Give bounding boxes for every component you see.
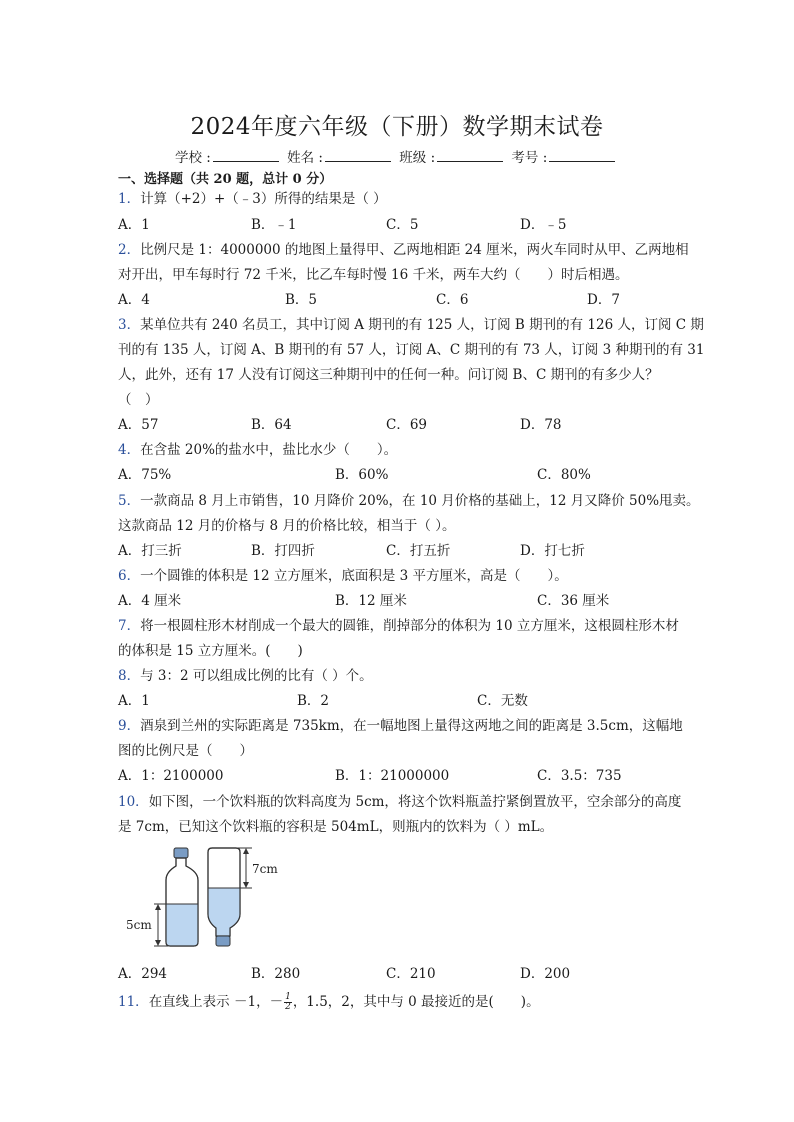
fraction-numerator: 1 [285,992,291,1002]
fraction-one-half [284,993,292,1012]
question-text-line-2: 图的比例尺是（ ） [118,743,253,759]
q2-option-c[interactable]: C．6 [436,292,469,308]
question-text-line-1: 某单位共有 240 名员工，其中订阅 A 期刊的有 125 人，订阅 B 期刊的有 126 人，订阅 C 期 [140,317,704,333]
question-number: 10． [118,794,149,810]
q1-option-d[interactable]: D．﹣5 [520,217,567,233]
q1-option-b[interactable]: B．﹣1 [251,217,297,233]
question-number: 7． [118,618,141,634]
question-5 [118,489,700,509]
question-text-line-2: 对开出，甲车每时行 72 千米，比乙车每时慢 16 千米，两车大约（ ）时后相遇。 [118,267,629,283]
q5-option-c[interactable]: C．打五折 [386,543,451,559]
q5-option-d[interactable]: D．打七折 [520,543,585,559]
bottle-figure [124,840,294,950]
question-text-pre: 在直线上表示 －1，－ [148,994,284,1010]
question-text-line-1: 一款商品 8 月上市销售，10 月降价 20%，在 10 月价格的基础上，12 月又降价 50%甩卖。 [140,493,700,509]
class-label: 班级 : [399,150,436,166]
section-heading: 一、选择题（共 20 题，总计 0 分） [118,172,333,187]
question-text-line-2: 这款商品 12 月的价格与 8 月的价格比较，相当于（ ）。 [118,518,456,534]
school-label: 学校 : [175,150,211,166]
label-7cm: 7cm [252,862,278,876]
question-number: 2． [118,242,141,258]
q4-option-a[interactable]: A．75% [118,467,172,483]
question-number: 5． [118,493,141,509]
question-text-line-1: 比例尺是 1：4000000 的地图上量得甲、乙两地相距 24 厘米，两火车同时从甲、乙两地相 [140,242,689,258]
question-7 [118,614,679,634]
inverted-bottle [208,848,240,946]
q6-option-b[interactable]: B．12 厘米 [335,593,407,609]
question-10 [118,790,681,810]
q3-option-b[interactable]: B．64 [251,417,292,433]
question-number: 1． [118,191,141,207]
q2-option-b[interactable]: B．5 [285,292,318,308]
q8-option-a[interactable]: A．1 [118,693,150,709]
question-text: 与 3：2 可以组成比例的比有（ ）个。 [140,668,373,684]
question-text-line-1: 酒泉到兰州的实际距离是 735km，在一幅地图上量得这两地之间的距离是 3.5cm，这幅地 [140,718,683,734]
question-text-line-4: （ ） [118,392,159,408]
q4-option-b[interactable]: B．60% [335,467,389,483]
question-number: 9． [118,718,141,734]
q3-option-d[interactable]: D．78 [520,417,562,433]
q10-option-c[interactable]: C．210 [386,966,436,982]
question-text-post: ，1.5，2，其中与 0 最接近的是( )。 [292,994,540,1010]
q8-option-c[interactable]: C．无数 [477,693,528,709]
question-text-line-1: 如下图，一个饮料瓶的饮料高度为 5cm，将这个饮料瓶盖拧紧倒置放平，空余部分的高度 [148,794,682,810]
q3-option-c[interactable]: C．69 [386,417,428,433]
name-blank[interactable] [325,149,391,162]
q10-option-d[interactable]: D．200 [520,966,571,982]
question-1 [118,187,387,207]
question-text: 在含盐 20%的盐水中，盐比水少（ ）。 [140,442,398,458]
q2-option-a[interactable]: A．4 [118,292,150,308]
q1-option-c[interactable]: C．5 [386,217,419,233]
label-5cm: 5cm [126,918,152,932]
q1-option-a[interactable]: A．1 [118,217,150,233]
q3-option-a[interactable]: A．57 [118,417,159,433]
q8-option-b[interactable]: B．2 [297,693,330,709]
upright-bottle [166,848,198,946]
q2-option-d[interactable]: D．7 [587,292,620,308]
exam-number-label: 考号 : [511,150,548,166]
class-blank[interactable] [437,149,503,162]
question-number: 11． [118,994,149,1010]
exam-number-blank[interactable] [549,149,615,162]
question-text: 一个圆锥的体积是 12 立方厘米，底面积是 3 平方厘米，高是（ ）。 [140,568,568,584]
q6-option-a[interactable]: A．4 厘米 [118,593,182,609]
q9-option-a[interactable]: A．1：2100000 [118,768,224,784]
name-label: 姓名 : [287,150,323,166]
question-9 [118,714,683,734]
question-number: 4． [118,442,141,458]
question-4 [118,438,397,458]
school-blank[interactable] [213,149,279,162]
question-text-line-2: 的体积是 15 立方厘米。( ) [118,643,303,659]
q4-option-c[interactable]: C．80% [537,467,591,483]
fraction-denominator: 2 [285,1002,291,1012]
student-info-row [175,146,619,166]
question-number: 6． [118,568,141,584]
exam-title: 2024年度六年级（下册）数学期末试卷 [190,114,604,140]
question-text-line-2: 是 7cm，已知这个饮料瓶的容积是 504mL，则瓶内的饮料为（ ）mL。 [118,819,554,835]
question-3 [118,313,704,333]
question-text-line-1: 将一根圆柱形木材削成一个最大的圆锥，削掉部分的体积为 10 立方厘米，这根圆柱形木材 [140,618,679,634]
question-number: 3． [118,317,141,333]
question-11 [118,990,540,1012]
q9-option-c[interactable]: C．3.5：735 [537,768,622,784]
question-8 [118,664,373,684]
q10-option-a[interactable]: A．294 [118,966,168,982]
question-number: 8． [118,668,141,684]
question-text-line-2: 刊的有 135 人，订阅 A、B 期刊的有 57 人，订阅 A、C 期刊的有 73 人，订阅 3 种期刊的有 31 [118,342,705,358]
q6-option-c[interactable]: C．36 厘米 [537,593,610,609]
q5-option-b[interactable]: B．打四折 [251,543,315,559]
q10-option-b[interactable]: B．280 [251,966,301,982]
question-text-line-3: 人，此外，还有 17 人没有订阅这三种期刊中的任何一种。问订阅 B、C 期刊的有多少人？ [118,367,659,383]
question-2 [118,238,689,258]
question-text: 计算（+2）+（﹣3）所得的结果是（ ） [140,191,387,207]
q9-option-b[interactable]: B．1：21000000 [335,768,450,784]
q5-option-a[interactable]: A．打三折 [118,543,182,559]
question-6 [118,564,568,584]
